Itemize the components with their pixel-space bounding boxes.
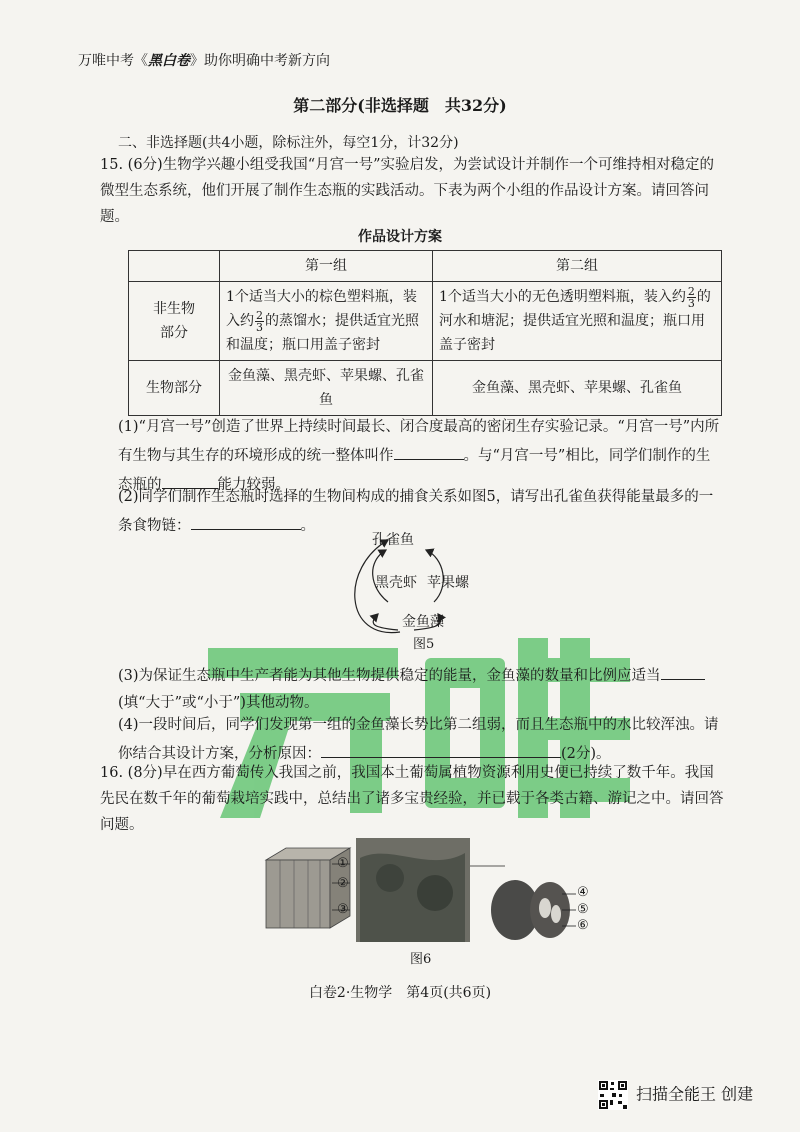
table-title: 作品设计方案	[358, 229, 442, 245]
scanner-badge	[598, 1080, 753, 1110]
row-label-nonbio: 非生物 部分	[129, 282, 220, 361]
figure-6-grape	[260, 838, 600, 950]
part-title: 第二部分(非选择题 共32分)	[293, 96, 507, 115]
question-16-stem: 16. (8分)早在西方葡萄传入我国之前，我国本土葡萄属植物资源利用史便已持续了数千年。我国先民在数千年的葡萄栽培实践中，总结出了诸多宝贵经验，并已载于各类古籍、游记之中。请回答问题。	[100, 765, 724, 833]
col-group2: 第二组	[433, 251, 722, 282]
answer-blank[interactable]	[191, 511, 301, 530]
page-header: 万唯中考《黑白卷》助你明确中考新方向	[78, 53, 330, 69]
cell-g1-nonbio: 1个适当大小的棕色塑料瓶，装入约 $\frac{2}{3}$ 的蒸馏水；提供适宜光照和温度；瓶口用盖子密封	[220, 282, 433, 361]
label-1: ①	[337, 856, 349, 871]
cell-g2-bio: 金鱼藻、黑壳虾、苹果螺、孔雀鱼	[433, 361, 722, 416]
qr-code-icon	[598, 1080, 628, 1110]
label-6: ⑥	[577, 918, 589, 933]
figure-6-caption: 图6	[410, 952, 432, 967]
label-5: ⑤	[577, 902, 589, 917]
q15-sub2: (2)同学们制作生态瓶时选择的生物间构成的捕食关系如图5，请写出孔雀鱼获得能量最多的一条食物链： 。	[118, 489, 714, 534]
q15-sub4: (4)一段时间后，同学们发现第一组的金鱼藻长势比第二组弱，而且生态瓶中的水比较浑浊。请你结合其设计方案，分析原因： (2分)。	[118, 717, 719, 762]
label-2: ②	[337, 876, 349, 891]
question-15-stem: 15. (6分)生物学兴趣小组受我国“月宫一号”实验启发，为尝试设计并制作一个可维持相对稳定的微型生态系统，他们开展了制作生态瓶的实践活动。下表为两个小组的作品设计方案。请回答问题。	[100, 157, 715, 225]
scanner-text: 扫描全能王 创建	[636, 1084, 754, 1104]
cell-g2-nonbio: 1个适当大小的无色透明塑料瓶，装入约 $\frac{2}{3}$ 的河水和塘泥；提供适宜光照和温度；瓶口用盖子密封	[433, 282, 722, 361]
answer-blank[interactable]	[321, 739, 561, 758]
cell-g1-bio: 金鱼藻、黑壳虾、苹果螺、孔雀鱼	[220, 361, 433, 416]
fraction: $\frac{2}{3}$	[256, 308, 263, 334]
design-plan-table	[128, 250, 722, 416]
brand-name: 黑白卷	[148, 53, 190, 69]
row-label-bio: 生物部分	[129, 361, 220, 416]
col-group1: 第一组	[220, 251, 433, 282]
node-snail: 苹果螺	[427, 575, 469, 591]
node-hornwort: 金鱼藻	[402, 614, 444, 630]
answer-blank[interactable]	[394, 441, 464, 460]
fraction: $\frac{2}{3}$	[687, 284, 695, 310]
q15-sub3: (3)为保证生态瓶中生产者能为其他生物提供稳定的能量，金鱼藻的数量和比例应适当(填“大于”或“小于”)其他动物。	[118, 661, 723, 717]
label-3: ③	[337, 902, 349, 917]
q15-sub1: (1)“月宫一号”创造了世界上持续时间最长、闭合度最高的密闭生存实验记录。“月宫一号”内所有生物与其生存的环境形成的统一整体叫作 。与“月宫一号”相比，同学们制作的生态瓶的 能力较弱。	[118, 419, 720, 493]
node-guppy: 孔雀鱼	[372, 532, 414, 548]
node-shrimp: 黑壳虾	[375, 575, 417, 591]
page-footer: 白卷2·生物学 第4页(共6页)	[308, 985, 492, 1001]
answer-blank[interactable]	[661, 661, 705, 680]
figure-5-caption: 图5	[413, 637, 435, 652]
label-4: ④	[577, 885, 589, 900]
section-heading: 二、非选择题(共4小题，除标注外，每空1分，计32分)	[118, 135, 459, 151]
